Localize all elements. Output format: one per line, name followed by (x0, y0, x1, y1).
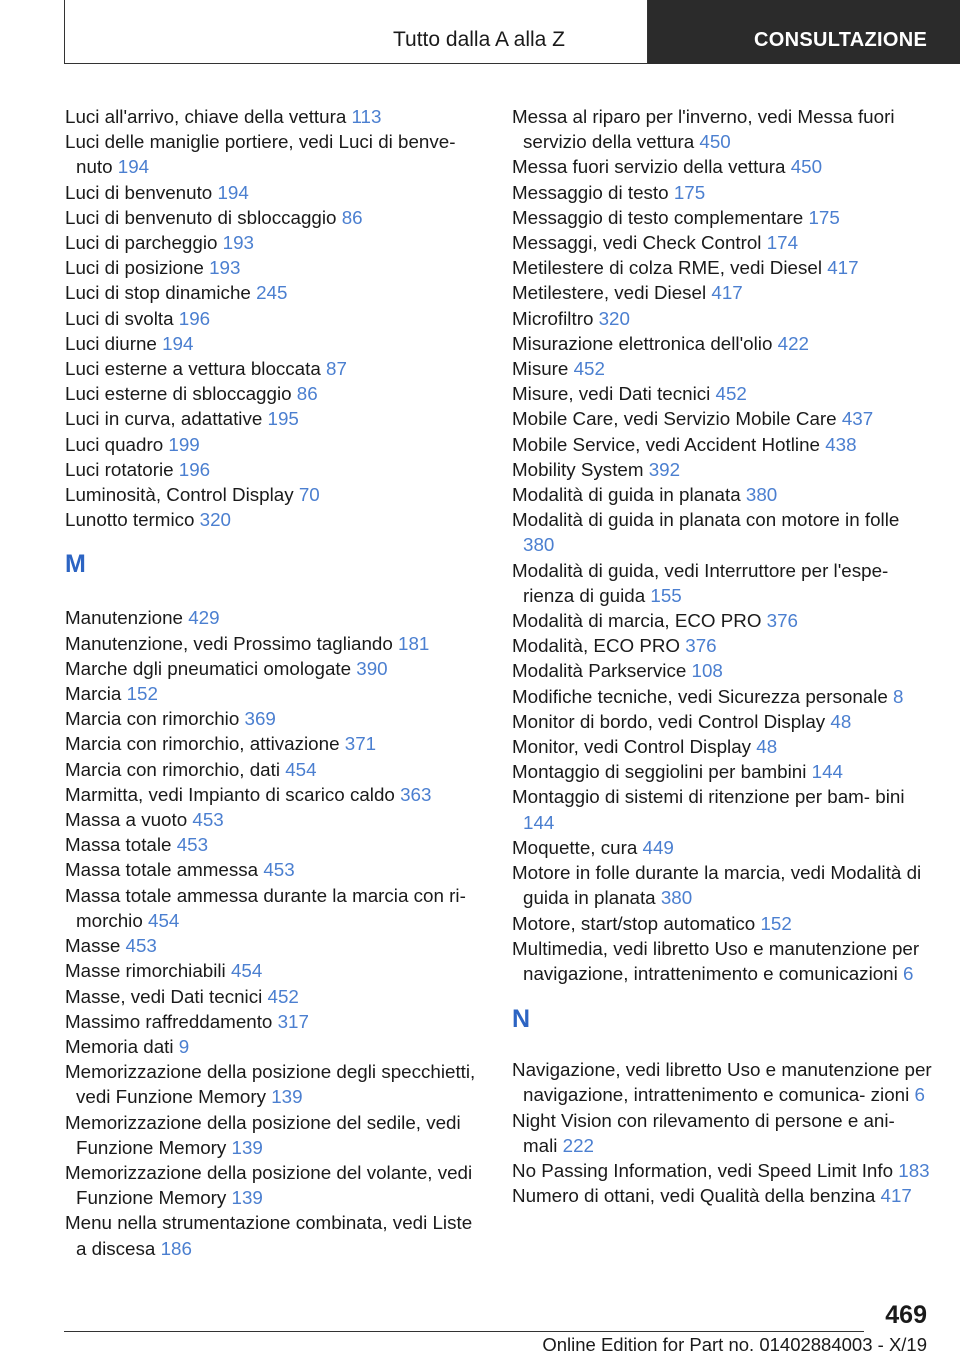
header-section-title: Tutto dalla A alla Z (393, 28, 565, 51)
index-entry-text: Massa totale ammessa durante la marcia con ri- morchio (65, 884, 466, 931)
index-entry-text: Memorizzazione della posizione del sedile, vedi Funzione Memory (65, 1111, 461, 1158)
index-entry (512, 709, 932, 734)
index-entry (65, 757, 485, 782)
index-entry-text: Luci di parcheggio (65, 232, 218, 254)
index-entry-text: Misure, vedi Dati tecnici (512, 383, 711, 405)
index-entry (65, 706, 485, 731)
index-entry (512, 255, 932, 280)
index-entry (65, 306, 485, 331)
index-entry (512, 154, 932, 179)
index-entry-text: Messaggio di testo (512, 181, 669, 203)
index-entry (512, 1108, 932, 1158)
index-entry (65, 104, 485, 129)
index-entry-text: Massa a vuoto (65, 809, 188, 831)
index-entry-text: Massimo raffreddamento (65, 1010, 273, 1032)
header-frame (64, 0, 648, 64)
index-page-link[interactable]: 422 (777, 332, 809, 354)
index-page-link[interactable]: 453 (125, 935, 157, 957)
index-page-link[interactable]: 194 (117, 156, 150, 178)
index-entry-text: Luci di posizione (65, 257, 204, 279)
index-page-link[interactable]: 113 (351, 106, 382, 127)
index-page-link[interactable]: 155 (650, 584, 682, 606)
index-entry (512, 205, 932, 230)
index-page-link[interactable]: 139 (271, 1086, 303, 1108)
index-page-link[interactable]: 371 (344, 733, 377, 755)
index-page-link[interactable]: 453 (176, 834, 209, 856)
index-entry-text: Luci quadro (65, 433, 164, 455)
index-entry-text: Massa totale ammessa (65, 859, 259, 881)
index-entry (512, 457, 932, 482)
index-page-link[interactable]: 193 (222, 232, 255, 254)
index-entry (512, 633, 932, 658)
index-page-link[interactable]: 452 (267, 985, 299, 1007)
index-entry (65, 984, 485, 1009)
index-entry (65, 857, 485, 882)
index-entry-text: Misurazione elettronica dell'olio (512, 332, 773, 354)
index-page-link[interactable]: 376 (766, 610, 799, 632)
index-page-link[interactable]: 454 (230, 960, 263, 982)
index-entry-text: Memorizzazione della posizione degli specchietti, vedi Funzione Memory (65, 1061, 476, 1108)
index-entry (512, 507, 932, 557)
index-entry-text: Luci rotatorie (65, 458, 174, 480)
index-entry-text: Luci delle maniglie portiere, vedi Luci di benve- nuto (65, 131, 456, 178)
index-entry (65, 129, 485, 179)
index-page-link[interactable]: 320 (199, 509, 232, 531)
index-entry (512, 658, 932, 683)
index-entry (65, 1160, 485, 1210)
index-page-link[interactable]: 175 (808, 206, 840, 228)
index-entry-text: Mobile Care, vedi Servizio Mobile Care (512, 408, 837, 430)
index-entry-text: Modalità di marcia, ECO PRO (512, 610, 762, 632)
index-entry (512, 1158, 932, 1183)
index-entry-text: Luci esterne a vettura bloccata (65, 358, 321, 380)
index-page-link[interactable]: 6 (914, 1084, 925, 1106)
index-page-link[interactable]: 195 (267, 408, 299, 430)
index-page-link[interactable]: 139 (231, 1187, 263, 1209)
index-page-link[interactable]: 87 (326, 358, 347, 380)
index-entry-text: Messaggi, vedi Check Control (512, 232, 762, 254)
index-page-link[interactable]: 139 (231, 1136, 263, 1158)
index-page-link[interactable]: 417 (880, 1185, 912, 1207)
index-page-link[interactable]: 222 (562, 1134, 594, 1156)
index-entry-text: Luci di benvenuto (65, 181, 213, 203)
index-entry (65, 230, 485, 255)
index-entry (512, 784, 932, 834)
index-entry-text: Montaggio di seggiolini per bambini (512, 761, 807, 783)
index-page-link[interactable]: 108 (691, 660, 723, 682)
index-entry-text: Microfiltro (512, 307, 594, 329)
index-entry (65, 180, 485, 205)
index-page-link[interactable]: 390 (356, 657, 388, 679)
index-column-right (512, 104, 932, 1208)
index-entry-text: Motore, start/stop automatico (512, 912, 756, 934)
index-page-link[interactable]: 369 (244, 708, 276, 730)
index-entry-text: Misure (512, 358, 569, 380)
index-entry (512, 180, 932, 205)
index-entry (512, 406, 932, 431)
index-entry-text: Modalità Parkservice (512, 660, 687, 682)
index-entry (65, 356, 485, 381)
index-page-link[interactable]: 453 (192, 809, 224, 831)
index-entry (65, 631, 485, 656)
index-page-link[interactable]: 380 (660, 887, 693, 909)
index-entry (512, 936, 932, 986)
index-page-link[interactable]: 152 (126, 683, 158, 705)
index-entry-text: Marmitta, vedi Impianto di scarico caldo (65, 783, 395, 805)
index-page-link[interactable]: 86 (296, 383, 318, 405)
index-entry (65, 432, 485, 457)
index-page-link[interactable]: 438 (825, 433, 857, 455)
index-page-link[interactable]: 417 (711, 282, 743, 304)
index-entry (512, 331, 932, 356)
index-entry-text: Mobile Service, vedi Accident Hotline (512, 433, 820, 455)
index-entry-text: Marche dgli pneumatici omologate (65, 657, 352, 679)
index-entry (65, 1034, 485, 1059)
index-entry (512, 684, 932, 709)
index-entry-text: Luci di svolta (65, 307, 174, 329)
index-page-link[interactable]: 144 (523, 811, 555, 833)
index-page-link[interactable]: 8 (893, 685, 904, 707)
index-entry (512, 482, 932, 507)
index-entry-text: Modifiche tecniche, vedi Sicurezza personale (512, 685, 888, 707)
index-page-link[interactable]: 429 (188, 607, 220, 629)
index-entry-text: Moquette, cura (512, 836, 638, 858)
index-page-link[interactable]: 450 (790, 156, 823, 178)
index-entry (65, 656, 485, 681)
index-entry-text: Memoria dati (65, 1035, 174, 1057)
index-entry (512, 1183, 932, 1208)
index-page-link[interactable]: 86 (341, 206, 363, 228)
index-entry (65, 331, 485, 356)
index-entry (65, 605, 485, 630)
index-entry-text: Menu nella strumentazione combinata, vedi Liste a discesa (65, 1212, 473, 1259)
index-page-link[interactable]: 380 (523, 534, 555, 556)
index-entry-text: Messa al riparo per l'inverno, vedi Messa fuori servizio della vettura (512, 106, 895, 153)
index-entry-text: Metilestere di colza RME, vedi Diesel (512, 257, 823, 279)
index-page-link[interactable]: 452 (573, 358, 605, 380)
index-entry (65, 681, 485, 706)
index-entry-text: Modalità, ECO PRO (512, 635, 681, 657)
index-entry (512, 734, 932, 759)
index-entry-text: Messa fuori servizio della vettura (512, 156, 786, 178)
index-entry-text: Motore in folle durante la marcia, vedi Modalità di guida in planata (512, 862, 922, 909)
index-entry (512, 432, 932, 457)
index-page-link[interactable]: 9 (178, 1035, 190, 1057)
index-entry-text: Modalità di guida, vedi Interruttore per l'espe- rienza di guida (512, 559, 889, 606)
index-page-link[interactable]: 70 (298, 484, 320, 506)
index-page-link[interactable]: 380 (745, 484, 778, 506)
index-entry (65, 482, 485, 507)
index-page-link[interactable]: 196 (178, 307, 211, 329)
index-entry-text: Navigazione, vedi libretto Uso e manutenzione per navigazione, intrattenimento e comunica- zioni (512, 1059, 932, 1106)
index-entry-text: Luci diurne (65, 332, 157, 354)
index-page-link[interactable]: 199 (168, 433, 200, 455)
index-entry (65, 1009, 485, 1034)
index-page-link[interactable]: 48 (830, 710, 852, 732)
index-entry-text: Mobility System (512, 458, 644, 480)
index-entry-text: Manutenzione, vedi Prossimo tagliando (65, 632, 393, 654)
index-page-link[interactable]: 6 (903, 962, 914, 984)
index-page-link[interactable]: 196 (178, 458, 211, 480)
index-entry-text: Messaggio di testo complementare (512, 206, 804, 228)
index-entry-text: Manutenzione (65, 607, 183, 629)
header-chapter-tab: CONSULTAZIONE (648, 0, 960, 64)
index-entry (65, 406, 485, 431)
index-entry-text: Masse (65, 935, 121, 957)
index-page-link[interactable]: 453 (263, 859, 295, 881)
index-entry-text: Luci di benvenuto di sbloccaggio (65, 206, 337, 228)
index-entry (65, 205, 485, 230)
index-entry (512, 911, 932, 936)
index-page-link[interactable]: 186 (160, 1237, 192, 1259)
index-entry-text: Numero di ottani, vedi Qualità della benzina (512, 1185, 876, 1207)
index-entry (512, 860, 932, 910)
index-entry (512, 104, 932, 154)
index-entry-text: Luci di stop dinamiche (65, 282, 251, 304)
index-entry-text: Montaggio di sistemi di ritenzione per bam- bini (512, 786, 905, 808)
index-entry-text: Masse, vedi Dati tecnici (65, 985, 263, 1007)
index-entry-text: Marcia con rimorchio, attivazione (65, 733, 340, 755)
index-entry-text: Luminosità, Control Display (65, 484, 294, 506)
index-entry (512, 381, 932, 406)
index-entry (512, 230, 932, 255)
page-number: 469 (885, 1301, 927, 1329)
index-entry (65, 933, 485, 958)
index-entry-text: Luci all'arrivo, chiave della vettura (65, 106, 347, 127)
index-entry-text: Massa totale (65, 834, 172, 856)
index-entry (512, 558, 932, 608)
index-entry (512, 759, 932, 784)
index-entry (65, 1210, 485, 1260)
index-entry-text: Multimedia, vedi libretto Uso e manutenzione per navigazione, intrattenimento e comunicazioni (512, 937, 920, 984)
index-entry (512, 356, 932, 381)
index-entry (65, 1059, 485, 1109)
index-page-link[interactable]: 449 (642, 836, 674, 858)
index-entry-text: Monitor, vedi Control Display (512, 736, 752, 758)
index-page-link[interactable]: 454 (285, 758, 317, 780)
index-column-left (65, 104, 485, 1261)
index-page-link[interactable]: 376 (685, 635, 717, 657)
index-entry (65, 1110, 485, 1160)
index-page-link[interactable]: 392 (648, 458, 681, 480)
index-entry-text: Modalità di guida in planata (512, 484, 741, 506)
index-page-link[interactable]: 452 (715, 383, 747, 405)
index-letter-heading: M (65, 550, 86, 579)
index-entry (65, 958, 485, 983)
index-page-link[interactable]: 152 (760, 912, 792, 934)
index-page-link[interactable]: 417 (827, 257, 859, 279)
index-entry-text: Marcia (65, 683, 122, 705)
index-page-link[interactable]: 245 (256, 282, 288, 304)
index-entry-text: Luci esterne di sbloccaggio (65, 383, 292, 405)
index-page-link[interactable]: 183 (898, 1159, 930, 1181)
index-entry-text: Modalità di guida in planata con motore in folle (512, 509, 900, 531)
index-page-link[interactable]: 181 (398, 632, 430, 654)
index-page-link[interactable]: 175 (673, 181, 706, 203)
index-entry (512, 280, 932, 305)
index-entry-text: Monitor di bordo, vedi Control Display (512, 710, 826, 732)
index-page-link[interactable]: 450 (699, 131, 731, 153)
index-entry-text: Luci in curva, adattative (65, 408, 263, 430)
index-entry (65, 807, 485, 832)
index-entry-text: Marcia con rimorchio, dati (65, 758, 281, 780)
index-entry (512, 835, 932, 860)
index-entry (65, 832, 485, 857)
index-entry-text: Memorizzazione della posizione del volante, vedi Funzione Memory (65, 1161, 473, 1209)
index-entry (65, 731, 485, 756)
index-entry-text: Masse rimorchiabili (65, 960, 226, 982)
index-entry (65, 782, 485, 807)
index-page-link[interactable]: 194 (162, 332, 194, 354)
footer-divider (64, 1331, 864, 1332)
index-page-link[interactable]: 48 (756, 736, 778, 758)
index-letter-heading: N (512, 1005, 531, 1034)
index-entry (65, 255, 485, 280)
index-entry (512, 1057, 932, 1107)
index-page-link[interactable]: 363 (400, 783, 432, 805)
index-entry (512, 306, 932, 331)
index-entry-text: Marcia con rimorchio (65, 708, 240, 730)
index-entry-text: Night Vision con rilevamento di persone e ani- mali (512, 1109, 895, 1156)
index-page-link[interactable]: 320 (598, 307, 630, 329)
index-page-link[interactable]: 144 (811, 761, 843, 783)
index-page-link[interactable]: 317 (277, 1010, 309, 1032)
index-page-link[interactable]: 454 (148, 909, 180, 931)
index-page-link[interactable]: 437 (841, 408, 874, 430)
index-entry (65, 883, 485, 933)
index-entry-text: Lunotto termico (65, 509, 195, 531)
index-entry (65, 457, 485, 482)
index-page-link[interactable]: 174 (766, 232, 799, 254)
index-entry (65, 507, 485, 532)
index-entry-text: Metilestere, vedi Diesel (512, 282, 707, 304)
index-entry-text: No Passing Information, vedi Speed Limit Info (512, 1159, 894, 1181)
footer-edition: Online Edition for Part no. 01402884003 - X/19 (542, 1334, 927, 1355)
index-entry (512, 608, 932, 633)
index-entry (65, 280, 485, 305)
index-page-link[interactable]: 194 (217, 181, 249, 203)
index-page-link[interactable]: 193 (209, 257, 241, 279)
index-entry (65, 381, 485, 406)
